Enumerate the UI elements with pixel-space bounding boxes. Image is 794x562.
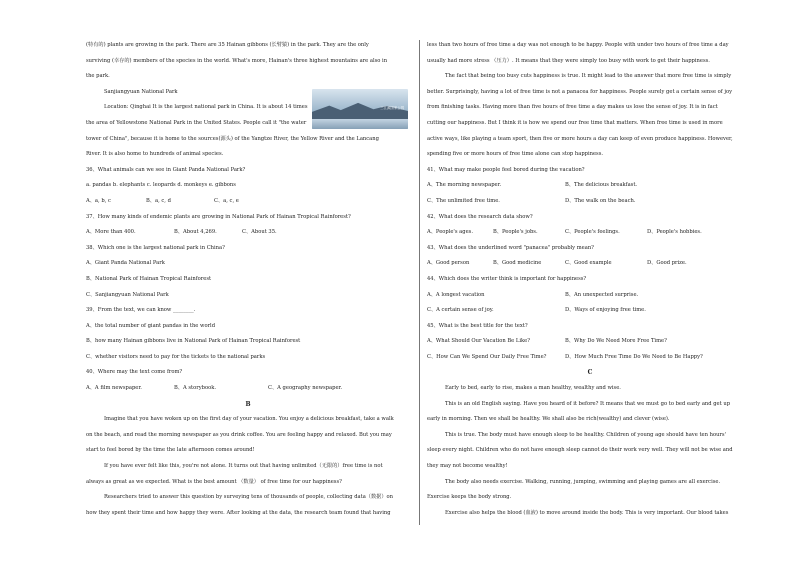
option: A、What Should Our Vacation Be Like?: [427, 338, 530, 345]
text-line: early in morning. Then we shall be healthy. We shall also be rich(wealthy) and clever (wise).: [427, 416, 670, 423]
options-row: [427, 288, 753, 304]
section-c-heading: C: [587, 369, 593, 377]
question: 40、Where may the text come from?: [86, 369, 183, 376]
option: A、The morning newspaper.: [427, 182, 502, 189]
option: C、A certain sense of joy.: [427, 307, 494, 314]
option: C、People's feelings.: [565, 229, 620, 236]
text-line: tower of China", because it is home to the sources(源头) of the Yangtze River, the Yellow River and the Lancang: [86, 135, 379, 142]
question: 39、From the text, we can know ________.: [86, 307, 196, 314]
text-line: This is an old English saying. Have you heard of it before? It means that we must go to bed early and get up: [445, 400, 731, 407]
text-line: cutting our happiness. But I think it is how we spend our free time that matters. When free time is used in more: [427, 119, 723, 126]
question: 45、What is the best title for the text?: [427, 322, 528, 329]
text-line: active ways, like playing a team sport, then five or more hours a day can keep of even produce happiness. However,: [427, 135, 733, 142]
text-line: River. It is also home to hundreds of animal species.: [86, 151, 224, 158]
text-line: how they spent their time and how happy they were. After looking at the data, the research team found that having: [86, 509, 391, 516]
text-line: The body also needs exercise. Walking, running, jumping, swimming and playing games are all exercise.: [445, 478, 721, 485]
text-line: Exercise also helps the blood (血液) to move around inside the body. This is very important. Our blood takes: [445, 509, 729, 516]
options-row: [86, 225, 410, 241]
options-row: [427, 303, 753, 319]
option: A、More than 400.: [86, 229, 136, 236]
question: 37、How many kinds of endemic plants are growing in National Park of Hainan Tropical Rainforest?: [86, 213, 351, 220]
option: B、a, c, d: [146, 197, 171, 204]
left-column: [86, 38, 410, 521]
text-line: less than two hours of free time a day was not enough to be happy. People with under two hours of free time a day: [427, 42, 729, 48]
option: C、About 35.: [242, 229, 277, 236]
option: D、People's hobbies.: [647, 229, 702, 236]
text-line: better. Surprisingly, having a lot of free time is not a panacea for happiness. People surely get a certain sense of joy: [427, 88, 733, 95]
option: C、whether visitors need to pay for the tickets to the national parks: [86, 353, 266, 360]
photo-caption: 三江源国家公园: [380, 106, 404, 110]
options-row: [86, 194, 410, 210]
park-photo: [312, 89, 408, 129]
text-line: Exercise keeps the body strong.: [427, 494, 512, 501]
option: D、How Much Free Time Do We Need to Be Happy?: [565, 353, 703, 360]
question: 42、What does the research data show?: [427, 213, 533, 220]
option: B、how many Hainan gibbons live in National Park of Hainan Tropical Rainforest: [86, 338, 301, 345]
text-line: the area of Yellowstone National Park in the United States. People call it "the water: [86, 119, 307, 126]
option: A、Giant Panda National Park: [86, 260, 165, 267]
text-line: they may not become wealthy!: [427, 463, 508, 470]
text-line: the park.: [86, 73, 110, 80]
text-line: usually had more stress （压力）. It means that they were simply too busy with work to get their happiness.: [427, 57, 710, 64]
option: D、Good prize.: [647, 260, 687, 267]
text-line: from finishing tasks. Having more than five hours of free time a day makes us lose the sense of joy. It is in fact: [427, 104, 718, 111]
option: B、An unexpected surprise.: [565, 291, 639, 298]
question: 41、What may make people feel bored during the vacation?: [427, 166, 585, 173]
option: A、the total number of giant pandas in the world: [86, 322, 216, 329]
options-row: [427, 256, 753, 272]
text-line: Imagine that you have woken up on the first day of your vacation. You enjoy a delicious breakfast, take a walk: [104, 416, 394, 423]
option: C、a, c, e: [214, 197, 239, 204]
option: A、Good person: [427, 260, 470, 267]
option: C、Good example: [565, 260, 612, 267]
options-row: [427, 194, 753, 210]
right-column: [427, 38, 753, 521]
text-line: on the beach, and read the morning newspaper as you drink coffee. You are feeling happy and relaxed. But you may: [86, 431, 392, 438]
park-title: Sanjiangyuan National Park: [104, 88, 178, 95]
section-b-heading: B: [245, 400, 251, 408]
option: A、People's ages.: [427, 229, 473, 236]
option: B、The delicious breakfast.: [565, 182, 638, 189]
question: 44、Which does the writer think is important for happiness?: [427, 275, 587, 282]
question-items: a. pandas b. elephants c. leopards d. monkeys e. gibbons: [86, 182, 236, 189]
option: C、A geography newspaper.: [268, 385, 343, 392]
text-line: If you have ever felt like this, you're not alone. It turns out that having unlimited（无限的）free time is not: [104, 463, 383, 470]
option: C、Sanjiangyuan National Park: [86, 291, 169, 298]
options-row: [427, 350, 753, 366]
option: A、A longest vacation: [427, 291, 485, 298]
option: C、The unlimited free time.: [427, 197, 500, 204]
option: D、The walk on the beach.: [565, 197, 636, 204]
option: C、How Can We Spend Our Daily Free Time?: [427, 353, 547, 360]
option: B、A storybook.: [174, 385, 217, 392]
options-row: [427, 334, 753, 350]
text-line: sleep every night. Children who do not have enough sleep cannot do their work very well. They will not be wise and: [427, 447, 733, 454]
option: B、Good medicine: [493, 260, 542, 267]
option: B、National Park of Hainan Tropical Rainforest: [86, 275, 212, 282]
column-divider: [419, 40, 420, 525]
text-line: surviving (幸存的) members of the species in the world. What's more, Hainan's three highest mountains are also in: [86, 57, 388, 64]
text-line: This is true. The body must have enough sleep to be healthy. Children of young age should have ten hours': [445, 431, 726, 438]
text-line: The fact that being too busy cuts happiness is true. It might lead to the answer that more free time is simply: [445, 73, 732, 80]
question: 36、What animals can we see in Giant Panda National Park?: [86, 166, 246, 173]
text-line: Researchers tried to answer this question by surveying tens of thousands of people, collecting data（数据）on: [104, 494, 394, 501]
options-row: [427, 225, 753, 241]
options-row: [427, 178, 753, 194]
option: B、People's jobs.: [493, 229, 538, 236]
text-line: start to feel bored by the time the late afternoon comes around!: [86, 447, 255, 454]
question: 43、What does the underlined word "panacea" probably mean?: [427, 244, 594, 251]
option: B、About 4,269.: [174, 229, 217, 236]
text-line: spending five or more hours of free time alone can stop happiness.: [427, 151, 604, 158]
option: A、a, b, c: [86, 197, 111, 204]
text-line: (特有的) plants are growing in the park. There are 35 Hainan gibbons (长臂猿) in the park. They are the only: [86, 42, 369, 48]
option: D、Ways of enjoying free time.: [565, 307, 646, 314]
question: 38、Which one is the largest national park in China?: [86, 244, 225, 251]
text-line: Location: Qinghai It is the largest national park in China. It is about 14 times: [104, 104, 308, 111]
option: B、Why Do We Need More Free Time?: [565, 338, 667, 345]
text-line: Early to bed, early to rise, makes a man healthy, wealthy and wise.: [445, 385, 621, 392]
option: A、A film newspaper.: [86, 385, 142, 392]
options-row: [86, 381, 410, 397]
text-line: always as great as we expected. What is the best amount （数量） of free time for our happiness?: [86, 478, 342, 485]
